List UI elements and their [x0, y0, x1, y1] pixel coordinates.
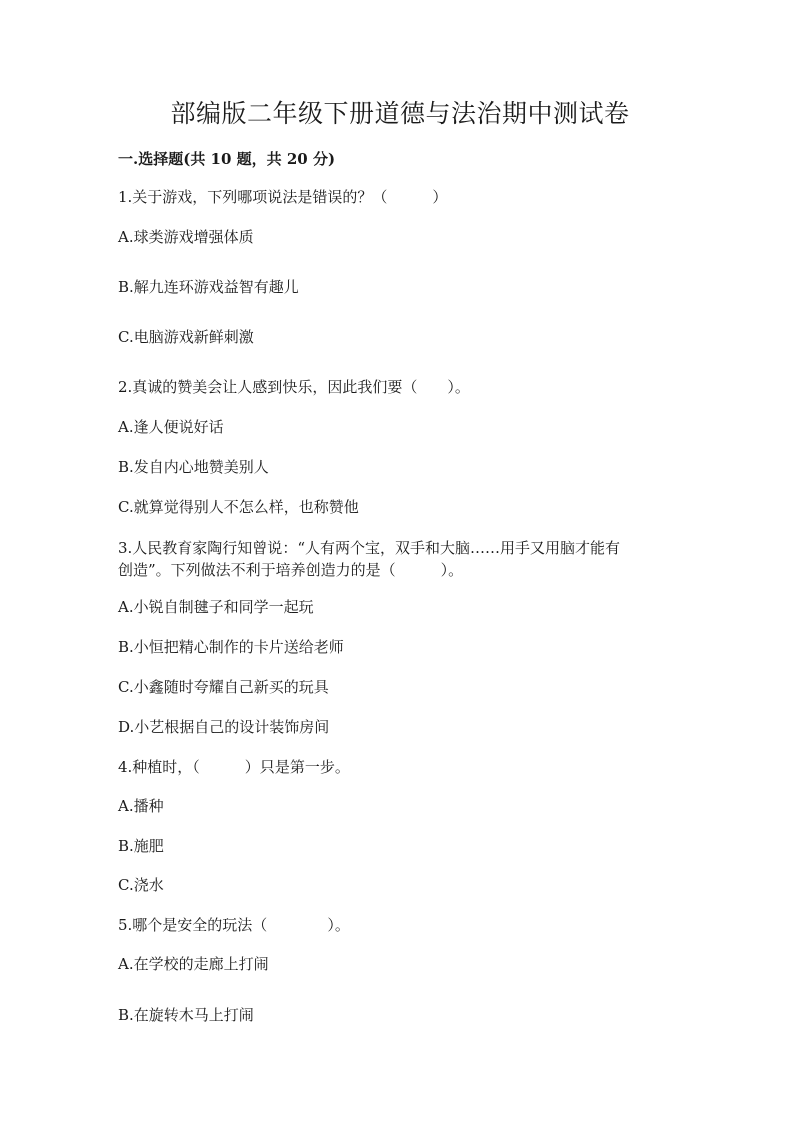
question-1-option-b: B.解九连环游戏益智有趣儿 — [118, 278, 299, 296]
question-5-option-b: B.在旋转木马上打闹 — [118, 1006, 254, 1024]
question-2-option-b: B.发自内心地赞美别人 — [118, 458, 269, 476]
question-1-option-a: A.球类游戏增强体质 — [118, 228, 254, 246]
section-heading: 一.选择题(共 10 题，共 20 分) — [118, 150, 336, 168]
question-4-option-c: C.浇水 — [118, 876, 164, 894]
page-title: 部编版二年级下册道德与法治期中测试卷 — [170, 99, 630, 128]
question-1-stem: 1.关于游戏，下列哪项说法是错误的？（ ） — [118, 188, 448, 206]
question-3-stem-line-1: 3.人民教育家陶行知曾说：“人有两个宝，双手和大脑……用手又用脑才能有 — [118, 539, 620, 557]
question-3-stem — [118, 537, 688, 581]
question-3-option-b: B.小恒把精心制作的卡片送给老师 — [118, 638, 344, 656]
question-3-option-d: D.小艺根据自己的设计装饰房间 — [118, 718, 330, 736]
question-3-stem-line-2: 创造”。下列做法不利于培养创造力的是（ ）。 — [118, 561, 464, 579]
question-2-stem: 2.真诚的赞美会让人感到快乐，因此我们要（ ）。 — [118, 378, 470, 396]
question-3-option-a: A.小锐自制毽子和同学一起玩 — [118, 598, 314, 616]
question-3-option-c: C.小鑫随时夸耀自己新买的玩具 — [118, 678, 329, 696]
question-5-stem: 5.哪个是安全的玩法（ ）。 — [118, 916, 350, 934]
question-5-option-a: A.在学校的走廊上打闹 — [118, 955, 269, 973]
question-1-option-c: C.电脑游戏新鲜刺激 — [118, 328, 254, 346]
question-2-option-a: A.逢人便说好话 — [118, 418, 224, 436]
question-2-option-c: C.就算觉得别人不怎么样，也称赞他 — [118, 498, 359, 516]
question-4-option-b: B.施肥 — [118, 837, 164, 855]
question-4-stem: 4.种植时，（ ）只是第一步。 — [118, 758, 350, 776]
question-4-option-a: A.播种 — [118, 797, 164, 815]
